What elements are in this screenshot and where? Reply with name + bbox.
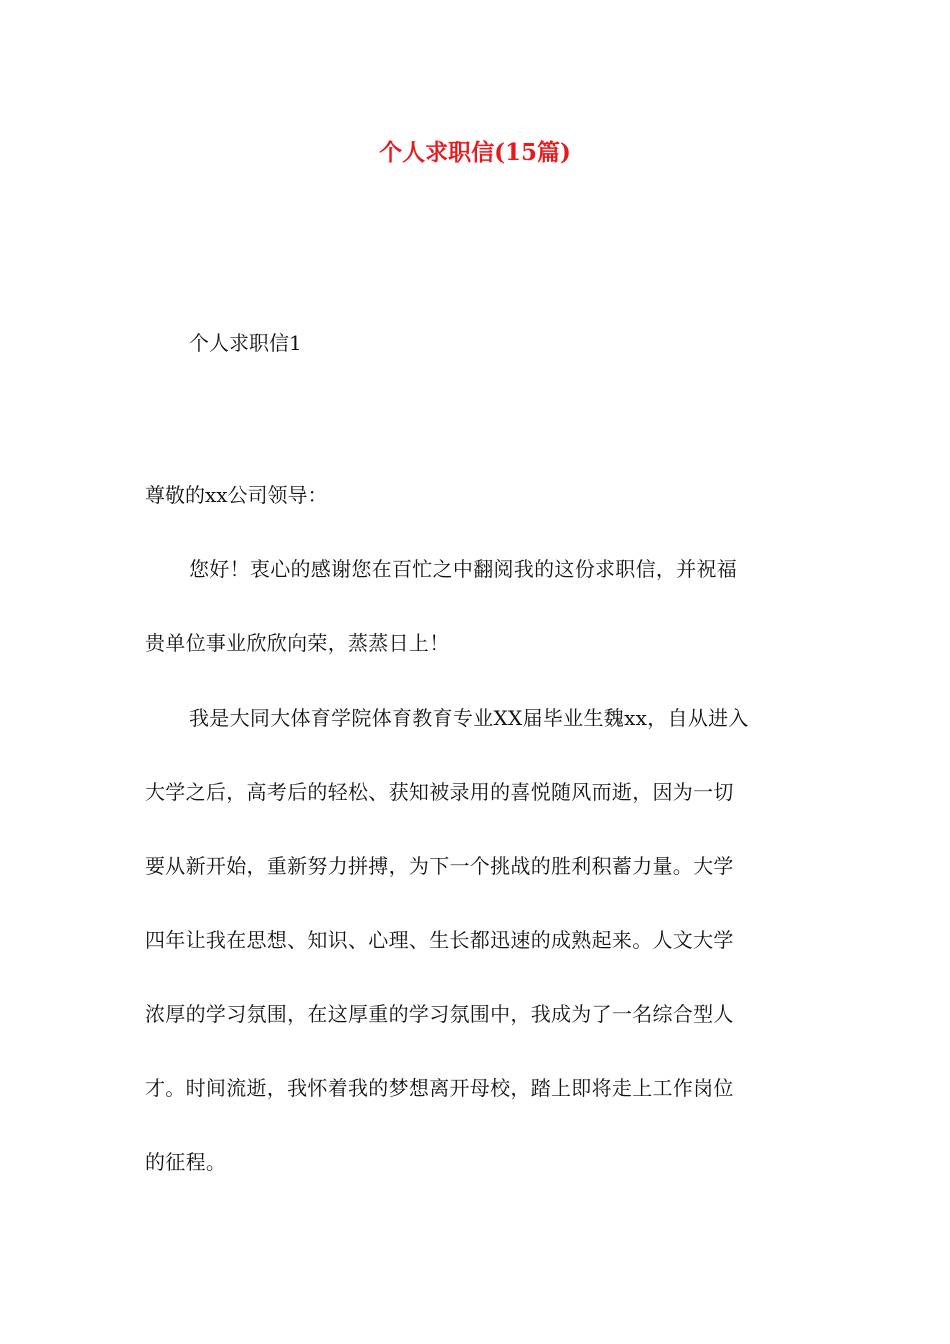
paragraph-2-line-3: 要从新开始，重新努力拼搏，为下一个挑战的胜利积蓄力量。大学 [145, 854, 734, 878]
paragraph-2-line-2: 大学之后，高考后的轻松、获知被录用的喜悦随风而逝，因为一切 [145, 780, 734, 804]
paragraph-2-line-7: 的征程。 [145, 1150, 227, 1174]
paragraph-1-line-2: 贵单位事业欣欣向荣，蒸蒸日上！ [145, 631, 450, 655]
paragraph-2-line-6: 才。时间流逝，我怀着我的梦想离开母校，踏上即将走上工作岗位 [145, 1076, 734, 1100]
paragraph-2-line-4: 四年让我在思想、知识、心理、生长都迅速的成熟起来。人文大学 [145, 928, 734, 952]
salutation: 尊敬的xx公司领导： [145, 483, 328, 507]
paragraph-2-line-1: 我是大同大体育学院体育教育专业XX届毕业生魏xx，自从进入 [189, 706, 749, 730]
paragraph-1-line-1: 您好！衷心的感谢您在百忙之中翻阅我的这份求职信，并祝福 [189, 557, 738, 581]
document-title: 个人求职信(15篇) [379, 139, 571, 166]
paragraph-2-line-5: 浓厚的学习氛围，在这厚重的学习氛围中，我成为了一名综合型人 [145, 1002, 734, 1026]
section-heading: 个人求职信1 [189, 331, 302, 355]
